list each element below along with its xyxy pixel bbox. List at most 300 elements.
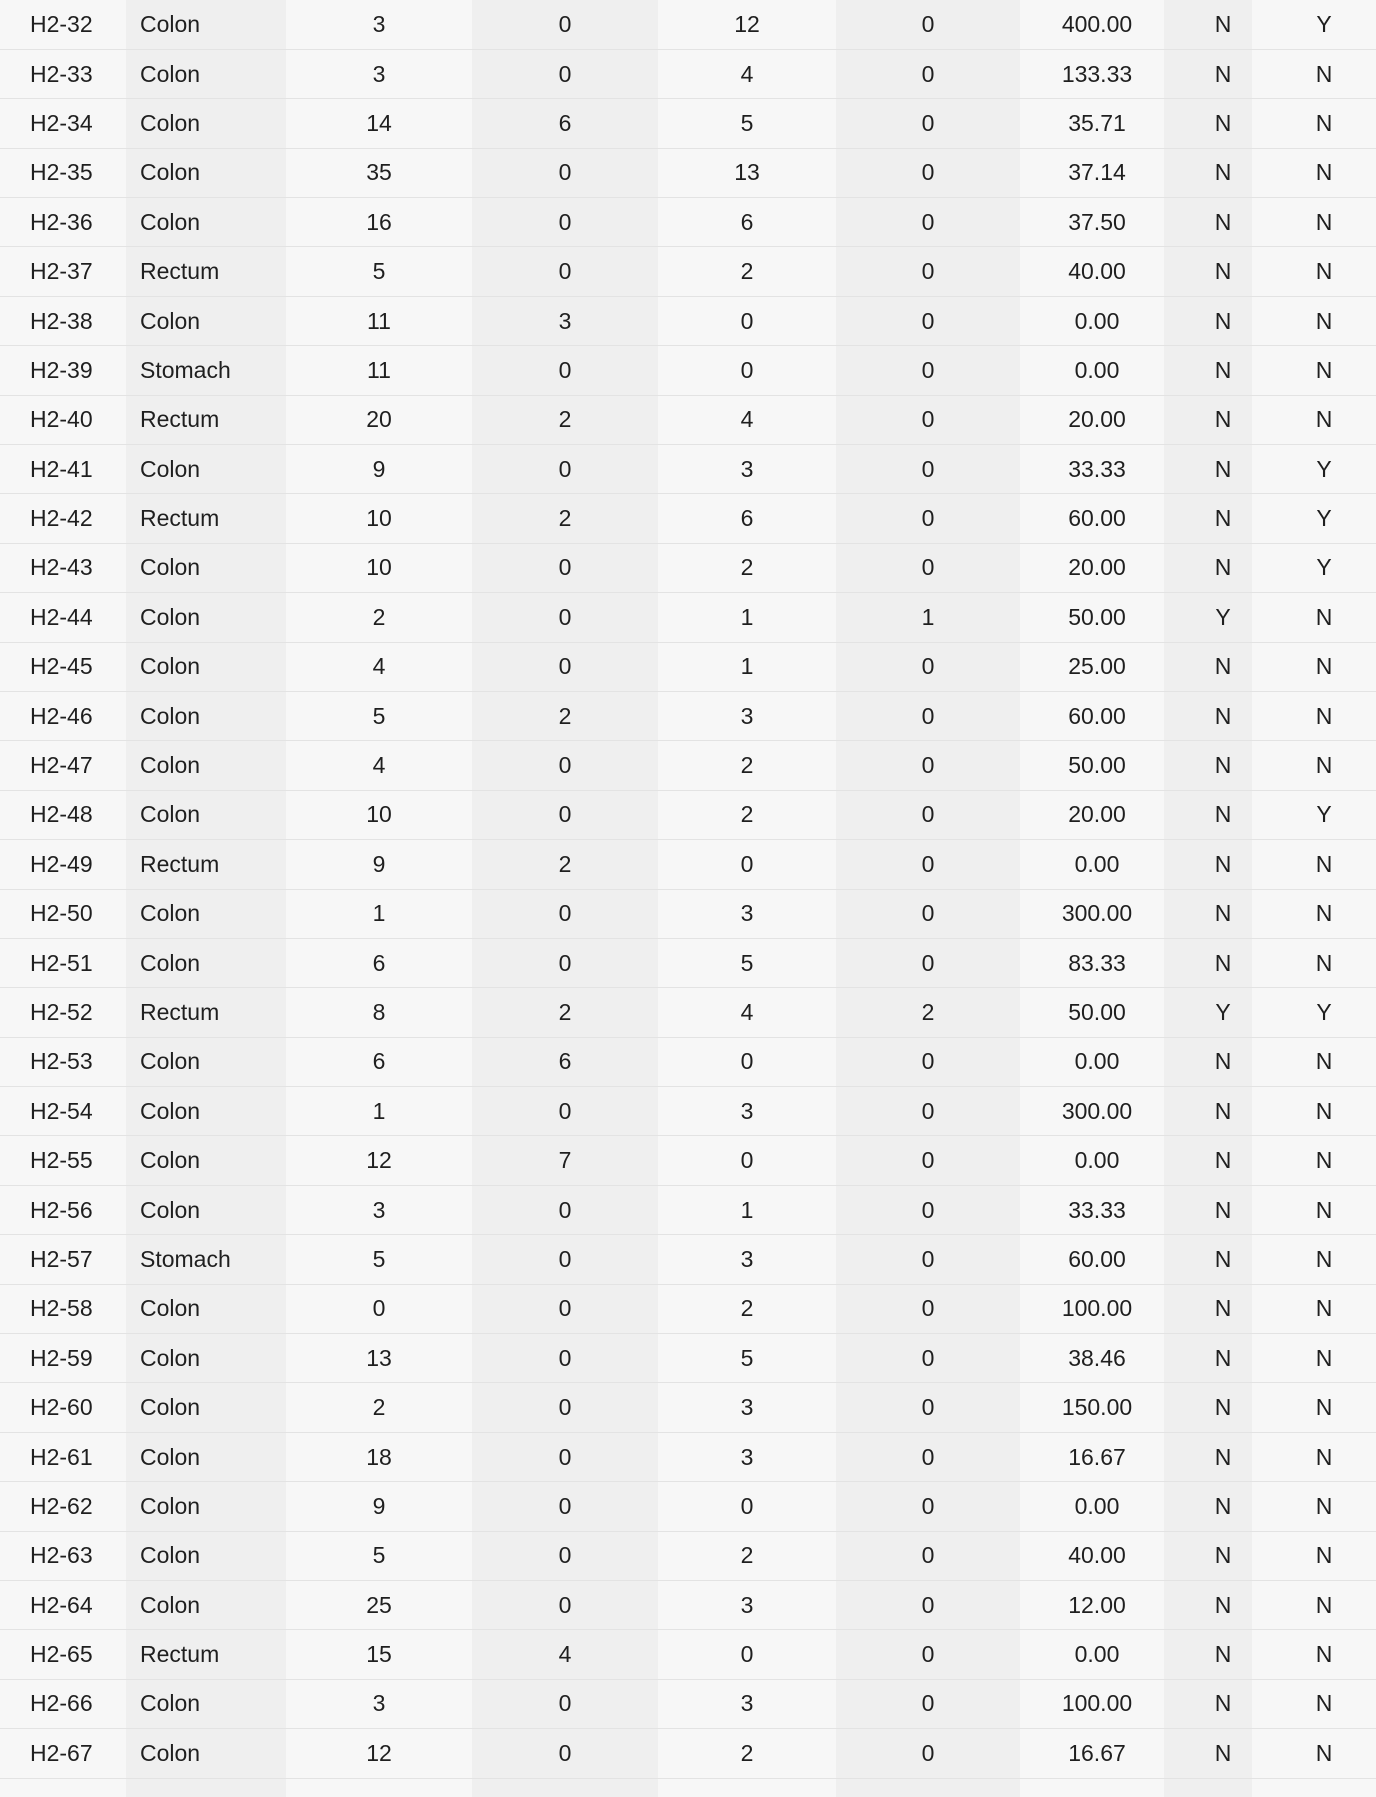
cell-flag-1: N	[1174, 1087, 1272, 1136]
cell-col-6: 0	[836, 148, 1020, 197]
cell-ratio: 16.67	[1020, 1432, 1174, 1481]
cell-ratio: 33.33	[1020, 445, 1174, 494]
cell-site: Rectum	[126, 395, 286, 444]
cell-col-5: 3	[658, 691, 836, 740]
cell-flag-2: N	[1272, 1432, 1376, 1481]
cell-col-4: 2	[472, 988, 658, 1037]
cell-site: Colon	[126, 938, 286, 987]
cell-col-4: 2	[472, 494, 658, 543]
cell-ratio: 0.00	[1020, 296, 1174, 345]
cell-col-3: 13	[286, 1334, 472, 1383]
cell-col-5: 4	[658, 395, 836, 444]
cell-col-6: 0	[836, 1630, 1020, 1679]
cell-site: Rectum	[126, 988, 286, 1037]
cell-sample-id: H2-49	[0, 840, 126, 889]
cell-flag-1: N	[1174, 1729, 1272, 1778]
cell-site: Rectum	[126, 1630, 286, 1679]
cell-site: Colon	[126, 1531, 286, 1580]
cell-col-5: 0	[658, 840, 836, 889]
cell-col-5: 0	[658, 1482, 836, 1531]
cell-col-3: 35	[286, 148, 472, 197]
cell-site: Colon	[126, 445, 286, 494]
cell-flag-1: N	[1174, 1334, 1272, 1383]
cell-flag-2: N	[1272, 198, 1376, 247]
cell-sample-id: H2-57	[0, 1235, 126, 1284]
cell-ratio: 60.00	[1020, 1235, 1174, 1284]
cell-ratio: 0.00	[1020, 346, 1174, 395]
cell-flag-2: N	[1272, 1729, 1376, 1778]
cell-col-6: 0	[836, 741, 1020, 790]
cell-col-3: 20	[286, 395, 472, 444]
cell-col-4: 4	[472, 1630, 658, 1679]
cell-col-5: 0	[658, 1037, 836, 1086]
cell-col-6: 0	[836, 1729, 1020, 1778]
cell-sample-id: H2-64	[0, 1581, 126, 1630]
cell-site: Colon	[126, 1581, 286, 1630]
cell-col-5: 0	[658, 1136, 836, 1185]
cell-site: Colon	[126, 1679, 286, 1728]
cell-ratio: 0.00	[1020, 840, 1174, 889]
cell-col-3: 9	[286, 1482, 472, 1531]
cell-sample-id: H2-61	[0, 1432, 126, 1481]
cell-flag-1: N	[1174, 346, 1272, 395]
cell-col-6: 2	[836, 988, 1020, 1037]
cell-col-5: 1	[658, 1185, 836, 1234]
cell-col-5: 0	[658, 1630, 836, 1679]
table-row	[0, 988, 1376, 1037]
cell-ratio: 0.00	[1020, 1136, 1174, 1185]
cell-flag-1: N	[1174, 1630, 1272, 1679]
cell-flag-2: N	[1272, 395, 1376, 444]
cell-site: Colon	[126, 99, 286, 148]
cell-sample-id: H2-44	[0, 593, 126, 642]
cell-flag-1: N	[1174, 1581, 1272, 1630]
cell-col-6: 0	[836, 99, 1020, 148]
table-row	[0, 395, 1376, 444]
cell-col-3: 3	[286, 1185, 472, 1234]
cell-col-4: 0	[472, 1531, 658, 1580]
cell-flag-1: Y	[1174, 593, 1272, 642]
table-row	[0, 1482, 1376, 1531]
cell-col-5: 5	[658, 938, 836, 987]
cell-col-5: 0	[658, 296, 836, 345]
cell-ratio: 20.00	[1020, 790, 1174, 839]
cell-site: Colon	[126, 1432, 286, 1481]
cell-col-4: 0	[472, 1482, 658, 1531]
cell-ratio: 0.00	[1020, 1630, 1174, 1679]
cell-col-5: 2	[658, 247, 836, 296]
cell-ratio: 20.00	[1020, 543, 1174, 592]
cell-flag-1: N	[1174, 642, 1272, 691]
cell-col-4: 3	[472, 296, 658, 345]
cell-site: Colon	[126, 593, 286, 642]
table-row	[0, 1729, 1376, 1778]
cell-sample-id: H2-34	[0, 99, 126, 148]
cell-col-4: 0	[472, 198, 658, 247]
cell-col-3: 16	[286, 198, 472, 247]
cell-sample-id: H2-63	[0, 1531, 126, 1580]
cell-flag-1: N	[1174, 840, 1272, 889]
cell-col-5: 2	[658, 790, 836, 839]
cell-site: Rectum	[126, 840, 286, 889]
cell-flag-1: N	[1174, 1482, 1272, 1531]
cell-col-3: 2	[286, 1383, 472, 1432]
cell-col-5: 6	[658, 494, 836, 543]
cell-col-6: 0	[836, 247, 1020, 296]
cell-ratio: 0.00	[1020, 1482, 1174, 1531]
cell-col-6: 0	[836, 889, 1020, 938]
cell-ratio: 300.00	[1020, 1087, 1174, 1136]
cell-flag-2: N	[1272, 889, 1376, 938]
cell-col-4: 7	[472, 1136, 658, 1185]
cell-flag-1: N	[1174, 49, 1272, 98]
cell-ratio: 50.00	[1020, 593, 1174, 642]
cell-flag-2: Y	[1272, 0, 1376, 49]
cell-site: Colon	[126, 0, 286, 49]
cell-flag-2: N	[1272, 1284, 1376, 1333]
cell-col-6: 0	[836, 445, 1020, 494]
table-row	[0, 1383, 1376, 1432]
cell-flag-1: N	[1174, 543, 1272, 592]
cell-col-3: 12	[286, 1729, 472, 1778]
cell-ratio: 60.00	[1020, 494, 1174, 543]
cell-ratio: 16.67	[1020, 1729, 1174, 1778]
cell-col-3: 25	[286, 1581, 472, 1630]
table-row	[0, 642, 1376, 691]
cell-sample-id: H2-56	[0, 1185, 126, 1234]
cell-col-3: 15	[286, 1630, 472, 1679]
cell-col-6: 0	[836, 1185, 1020, 1234]
cell-col-3: 3	[286, 1679, 472, 1728]
table-row	[0, 346, 1376, 395]
cell-col-5: 2	[658, 1284, 836, 1333]
table-row	[0, 148, 1376, 197]
cell-flag-1: N	[1174, 296, 1272, 345]
cell-site: Stomach	[126, 1235, 286, 1284]
cell-flag-1: N	[1174, 889, 1272, 938]
table-row	[0, 741, 1376, 790]
cell-sample-id: H2-37	[0, 247, 126, 296]
cell-col-6: 0	[836, 543, 1020, 592]
cell-col-5: 4	[658, 49, 836, 98]
cell-ratio: 20.00	[1020, 395, 1174, 444]
table-row	[0, 99, 1376, 148]
cell-flag-2: N	[1272, 642, 1376, 691]
cell-col-4: 0	[472, 1432, 658, 1481]
cell-flag-2: Y	[1272, 445, 1376, 494]
table-row	[0, 1284, 1376, 1333]
cell-sample-id: H2-32	[0, 0, 126, 49]
cell-col-4: 0	[472, 247, 658, 296]
cell-flag-1: N	[1174, 1432, 1272, 1481]
cell-flag-1: N	[1174, 1136, 1272, 1185]
cell-sample-id: H2-55	[0, 1136, 126, 1185]
cell-sample-id: H2-65	[0, 1630, 126, 1679]
cell-col-5: 3	[658, 445, 836, 494]
table-row	[0, 543, 1376, 592]
cell-ratio: 300.00	[1020, 889, 1174, 938]
cell-col-4: 0	[472, 0, 658, 49]
cell-ratio: 33.33	[1020, 1185, 1174, 1234]
cell-col-4: 0	[472, 642, 658, 691]
cell-col-6: 0	[836, 49, 1020, 98]
cell-sample-id: H2-66	[0, 1679, 126, 1728]
cell-col-6: 0	[836, 1383, 1020, 1432]
table-row	[0, 49, 1376, 98]
cell-flag-1: N	[1174, 247, 1272, 296]
table-row	[0, 0, 1376, 49]
cell-col-6: 0	[836, 1235, 1020, 1284]
cell-ratio: 400.00	[1020, 0, 1174, 49]
cell-site: Colon	[126, 198, 286, 247]
table-row	[0, 1087, 1376, 1136]
cell-site: Colon	[126, 1334, 286, 1383]
cell-sample-id: H2-53	[0, 1037, 126, 1086]
cell-flag-2: Y	[1272, 494, 1376, 543]
cell-col-6: 0	[836, 198, 1020, 247]
cell-col-6: 0	[836, 790, 1020, 839]
cell-ratio: 100.00	[1020, 1284, 1174, 1333]
cell-col-3: 10	[286, 543, 472, 592]
cell-site: Colon	[126, 1037, 286, 1086]
cell-col-4: 0	[472, 593, 658, 642]
cell-col-5: 3	[658, 1383, 836, 1432]
cell-col-5: 5	[658, 1334, 836, 1383]
cell-ratio: 60.00	[1020, 691, 1174, 740]
cell-col-6: 0	[836, 1581, 1020, 1630]
cell-col-6: 0	[836, 296, 1020, 345]
cell-col-6: 0	[836, 1531, 1020, 1580]
cell-flag-1: Y	[1174, 988, 1272, 1037]
cell-site: Colon	[126, 296, 286, 345]
cell-col-4: 0	[472, 1581, 658, 1630]
cell-col-3: 4	[286, 642, 472, 691]
cell-col-5: 1	[658, 642, 836, 691]
cell-ratio: 133.33	[1020, 49, 1174, 98]
cell-col-6: 0	[836, 1136, 1020, 1185]
cell-col-4: 0	[472, 1729, 658, 1778]
cell-col-4: 0	[472, 1087, 658, 1136]
cell-col-4: 0	[472, 1284, 658, 1333]
cell-col-6: 0	[836, 1679, 1020, 1728]
cell-sample-id: H2-40	[0, 395, 126, 444]
cell-ratio: 40.00	[1020, 1531, 1174, 1580]
cell-sample-id: H2-50	[0, 889, 126, 938]
cell-ratio: 100.00	[1020, 1679, 1174, 1728]
cell-col-4: 0	[472, 1235, 658, 1284]
cell-flag-2: N	[1272, 148, 1376, 197]
cell-col-6: 1	[836, 593, 1020, 642]
cell-col-5: 2	[658, 741, 836, 790]
cell-flag-2: Y	[1272, 988, 1376, 1037]
cell-col-3: 12	[286, 1136, 472, 1185]
cell-sample-id: H2-59	[0, 1334, 126, 1383]
cell-site: Colon	[126, 543, 286, 592]
cell-flag-2: N	[1272, 840, 1376, 889]
cell-ratio: 37.50	[1020, 198, 1174, 247]
cell-col-5: 2	[658, 543, 836, 592]
cell-col-4: 0	[472, 445, 658, 494]
table-row	[0, 691, 1376, 740]
table-row	[0, 1630, 1376, 1679]
cell-sample-id: H2-39	[0, 346, 126, 395]
cell-flag-2: N	[1272, 1581, 1376, 1630]
table-row	[0, 296, 1376, 345]
cell-flag-2: N	[1272, 296, 1376, 345]
cell-col-5: 3	[658, 1432, 836, 1481]
cell-col-6: 0	[836, 840, 1020, 889]
cell-col-6: 0	[836, 1037, 1020, 1086]
cell-col-3: 5	[286, 1235, 472, 1284]
table-row	[0, 1432, 1376, 1481]
cell-flag-2: N	[1272, 99, 1376, 148]
table-row	[0, 198, 1376, 247]
cell-sample-id: H2-38	[0, 296, 126, 345]
cell-site: Rectum	[126, 247, 286, 296]
cell-col-4: 6	[472, 99, 658, 148]
cell-site: Colon	[126, 691, 286, 740]
cell-flag-2: N	[1272, 1334, 1376, 1383]
cell-flag-2: N	[1272, 1531, 1376, 1580]
cell-col-5: 3	[658, 1679, 836, 1728]
cell-col-4: 0	[472, 543, 658, 592]
cell-flag-2: N	[1272, 49, 1376, 98]
table-row	[0, 1136, 1376, 1185]
cell-col-4: 2	[472, 840, 658, 889]
cell-flag-1: N	[1174, 1383, 1272, 1432]
cell-site: Colon	[126, 790, 286, 839]
cell-flag-1: N	[1174, 1185, 1272, 1234]
cell-col-5: 13	[658, 148, 836, 197]
cell-col-3: 9	[286, 445, 472, 494]
cell-flag-2: Y	[1272, 543, 1376, 592]
cell-col-3: 11	[286, 296, 472, 345]
cell-sample-id: H2-41	[0, 445, 126, 494]
cell-ratio: 50.00	[1020, 988, 1174, 1037]
cell-col-6: 0	[836, 1482, 1020, 1531]
cell-site: Colon	[126, 741, 286, 790]
cell-col-4: 0	[472, 49, 658, 98]
cell-site: Colon	[126, 148, 286, 197]
cell-ratio: 12.00	[1020, 1581, 1174, 1630]
cell-col-5: 5	[658, 99, 836, 148]
cell-ratio: 25.00	[1020, 642, 1174, 691]
cell-col-3: 6	[286, 938, 472, 987]
cell-col-5: 2	[658, 1729, 836, 1778]
cell-col-4: 2	[472, 395, 658, 444]
table-row	[0, 247, 1376, 296]
cell-sample-id: H2-47	[0, 741, 126, 790]
cell-col-5: 3	[658, 1087, 836, 1136]
cell-col-3: 5	[286, 247, 472, 296]
cell-col-4: 0	[472, 938, 658, 987]
cell-flag-1: N	[1174, 1531, 1272, 1580]
cell-col-3: 10	[286, 494, 472, 543]
cell-ratio: 40.00	[1020, 247, 1174, 296]
cell-flag-2: N	[1272, 1630, 1376, 1679]
cell-site: Colon	[126, 1383, 286, 1432]
cell-col-4: 0	[472, 741, 658, 790]
cell-flag-2: N	[1272, 1037, 1376, 1086]
cell-flag-1: N	[1174, 198, 1272, 247]
table-row	[0, 790, 1376, 839]
cell-flag-2: N	[1272, 1679, 1376, 1728]
cell-col-6: 0	[836, 691, 1020, 740]
cell-sample-id: H2-45	[0, 642, 126, 691]
cell-col-3: 2	[286, 593, 472, 642]
cell-col-4: 0	[472, 1383, 658, 1432]
cell-col-6: 0	[836, 1087, 1020, 1136]
table-row	[0, 1235, 1376, 1284]
cell-col-3: 3	[286, 49, 472, 98]
cell-col-6: 0	[836, 1284, 1020, 1333]
cell-col-6: 0	[836, 494, 1020, 543]
cell-sample-id: H2-51	[0, 938, 126, 987]
cell-flag-2: N	[1272, 593, 1376, 642]
cell-flag-1: N	[1174, 148, 1272, 197]
cell-ratio: 37.14	[1020, 148, 1174, 197]
cell-col-4: 0	[472, 1334, 658, 1383]
cell-col-6: 0	[836, 395, 1020, 444]
cell-flag-1: N	[1174, 790, 1272, 839]
cell-sample-id: H2-52	[0, 988, 126, 1037]
cell-sample-id: H2-60	[0, 1383, 126, 1432]
cell-col-6: 0	[836, 346, 1020, 395]
cell-sample-id: H2-54	[0, 1087, 126, 1136]
cell-flag-1: N	[1174, 1235, 1272, 1284]
cell-col-3: 9	[286, 840, 472, 889]
cell-col-6: 0	[836, 1432, 1020, 1481]
table-row	[0, 938, 1376, 987]
cell-site: Colon	[126, 1136, 286, 1185]
cell-col-4: 0	[472, 346, 658, 395]
cell-flag-1: N	[1174, 445, 1272, 494]
cell-col-5: 4	[658, 988, 836, 1037]
cell-flag-2: N	[1272, 938, 1376, 987]
cell-col-4: 0	[472, 1679, 658, 1728]
cell-flag-1: N	[1174, 691, 1272, 740]
cell-site: Rectum	[126, 494, 286, 543]
cell-flag-2: N	[1272, 741, 1376, 790]
cell-sample-id: H2-48	[0, 790, 126, 839]
table-row	[0, 1185, 1376, 1234]
cell-sample-id: H2-62	[0, 1482, 126, 1531]
cell-site: Colon	[126, 1482, 286, 1531]
cell-flag-2: N	[1272, 1482, 1376, 1531]
cell-sample-id: H2-67	[0, 1729, 126, 1778]
cell-sample-id: H2-42	[0, 494, 126, 543]
cell-col-5: 6	[658, 198, 836, 247]
table-row	[0, 593, 1376, 642]
table-row	[0, 1581, 1376, 1630]
cell-ratio: 38.46	[1020, 1334, 1174, 1383]
cell-flag-1: N	[1174, 938, 1272, 987]
cell-col-5: 3	[658, 1235, 836, 1284]
cell-flag-1: N	[1174, 494, 1272, 543]
cell-flag-2: N	[1272, 1087, 1376, 1136]
table-row	[0, 494, 1376, 543]
cell-site: Colon	[126, 1284, 286, 1333]
cell-sample-id: H2-46	[0, 691, 126, 740]
cell-col-3: 18	[286, 1432, 472, 1481]
cell-sample-id: H2-33	[0, 49, 126, 98]
table-row	[0, 1037, 1376, 1086]
cell-col-3: 11	[286, 346, 472, 395]
cell-flag-1: N	[1174, 99, 1272, 148]
cell-col-3: 5	[286, 691, 472, 740]
cell-col-5: 1	[658, 593, 836, 642]
cell-ratio: 0.00	[1020, 1037, 1174, 1086]
